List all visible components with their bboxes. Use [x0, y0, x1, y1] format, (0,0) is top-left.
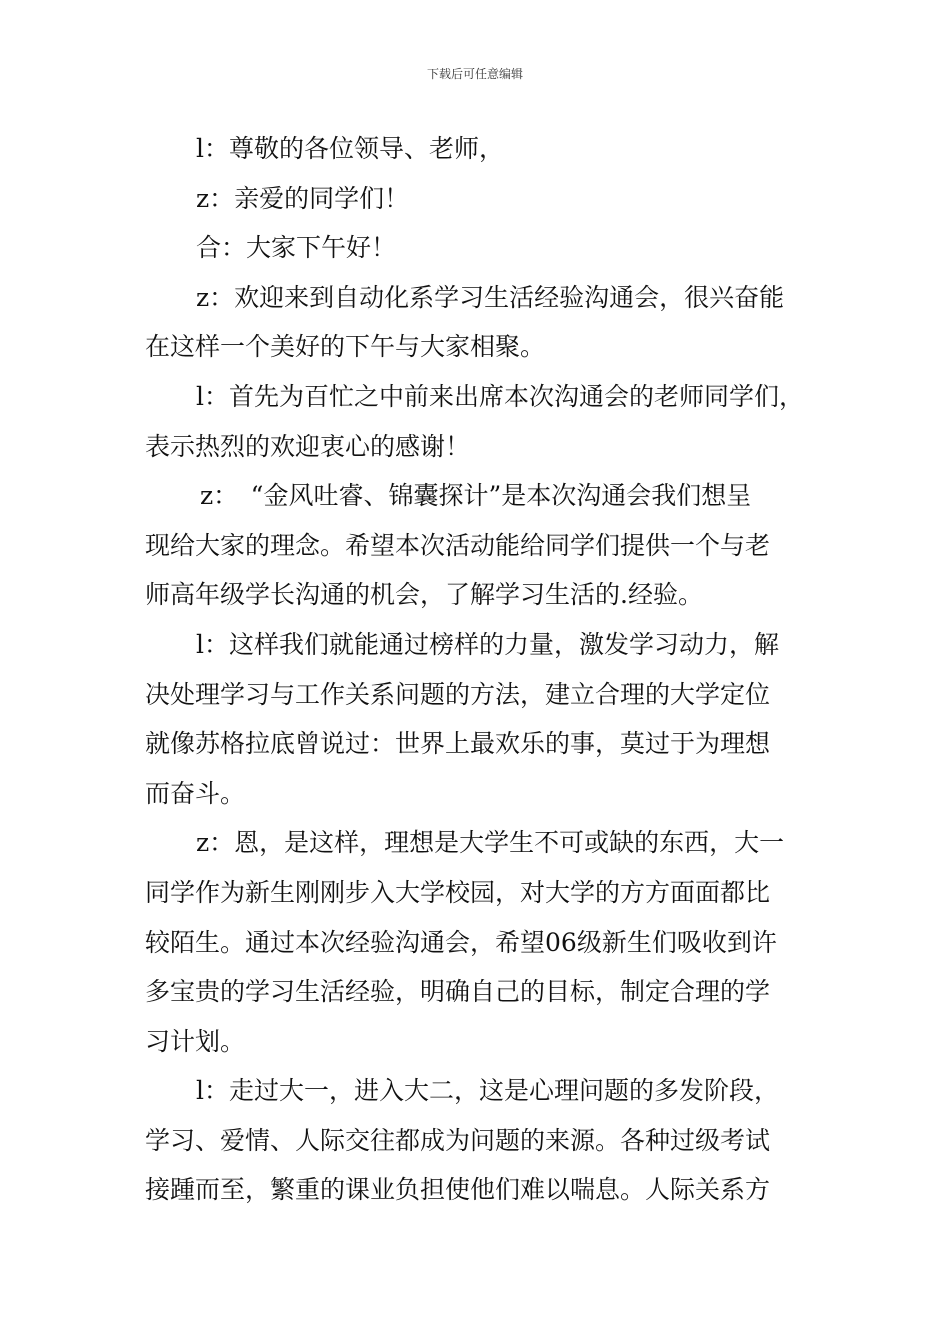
paragraph-line: 学习、爱情、人际交往都成为问题的来源。各种过级考试 [145, 1125, 771, 1155]
paragraph-line: 接踵而至，繁重的课业负担使他们难以喘息。人际关系方 [145, 1175, 771, 1205]
paragraph-line: l：首先为百忙之中前来出席本次沟通会的老师同学们， [196, 381, 804, 411]
paragraph-line: 决处理学习与工作关系问题的方法，建立合理的大学定位 [145, 679, 771, 709]
paragraph-line: z：欢迎来到自动化系学习生活经验沟通会，很兴奋能 [196, 282, 785, 312]
paragraph-line: 就像苏格拉底曾说过：世界上最欢乐的事，莫过于为理想 [145, 729, 771, 759]
paragraph-line: 多宝贵的学习生活经验，明确自己的目标，制定合理的学 [145, 977, 771, 1007]
paragraph-line: z： “金风吐睿、锦囊探计”是本次沟通会我们想呈 [200, 481, 752, 511]
paragraph-line: l：这样我们就能通过榜样的力量，激发学习动力，解 [196, 629, 779, 659]
page-header: 下载后可任意编辑 [426, 67, 523, 81]
paragraph-line: l：走过大一，进入大二，这是心理问题的多发阶段， [196, 1076, 779, 1106]
paragraph-line: l：尊敬的各位领导、老师， [196, 134, 504, 163]
paragraph-line: 较陌生。通过本次经验沟通会，希望06级新生们吸收到许 [145, 927, 777, 957]
paragraph-line: 师高年级学长沟通的机会，了解学习生活的.经验。 [145, 580, 703, 610]
document-body [145, 124, 810, 1215]
paragraph-line: 习计划。 [145, 1026, 246, 1056]
paragraph-line: 合：大家下午好！ [196, 233, 397, 263]
paragraph-line: 在这样一个美好的下午与大家相聚。 [145, 332, 546, 362]
paragraph-line: 而奋斗。 [145, 778, 246, 808]
paragraph-line: 同学作为新生刚刚步入大学校园，对大学的方方面面都比 [145, 877, 771, 907]
paragraph-line: z：亲爱的同学们！ [196, 183, 410, 213]
paragraph-line: 现给大家的理念。希望本次活动能给同学们提供一个与老 [145, 530, 771, 560]
paragraph-line: 表示热烈的欢迎衷心的感谢！ [145, 431, 471, 461]
paragraph-line: z：恩，是这样，理想是大学生不可或缺的东西，大一 [196, 828, 785, 858]
